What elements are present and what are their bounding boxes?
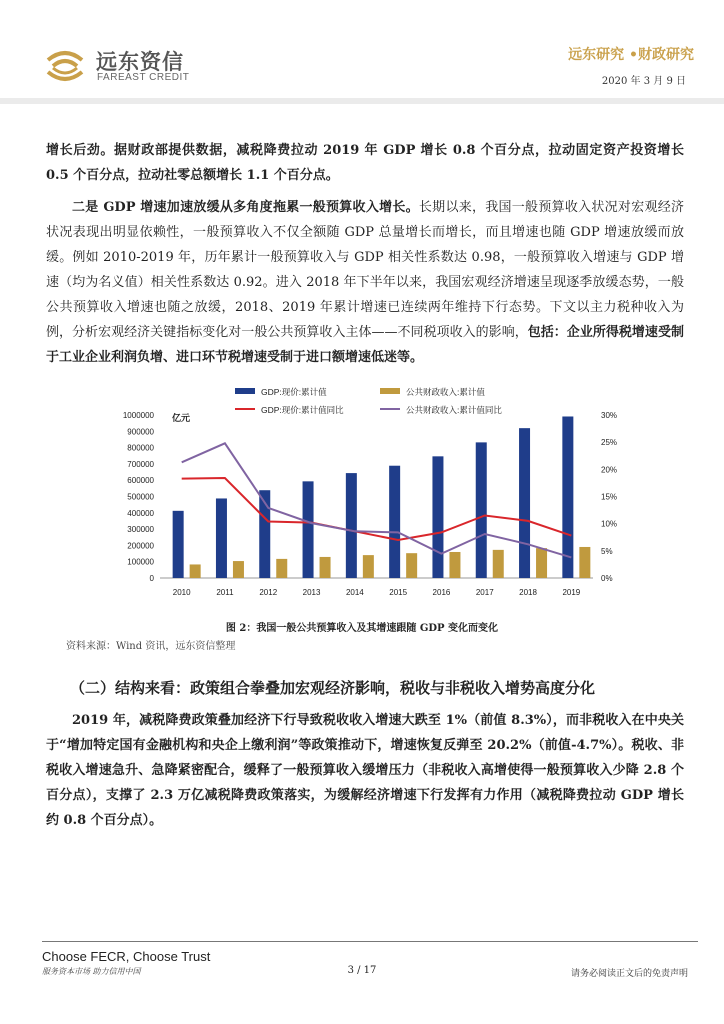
x-tick-label: 2010 <box>172 588 191 597</box>
x-tick-label: 2012 <box>259 588 278 597</box>
page-number: 3 / 17 <box>347 965 377 976</box>
report-date: 2020 年 3 月 9 日 <box>601 76 686 87</box>
left-tick-label: 800000 <box>127 443 154 453</box>
paragraph-1-text: 增长后劲。据财政部提供数据，减税降费拉动 2019 年 GDP 增长 0.8 个百分点，拉动固定资产投资增长 0.5 个百分点，拉动社零总额增长 1.1 个百分点。 <box>46 143 684 183</box>
right-tick-label: 30% <box>601 411 618 420</box>
left-tick-label: 600000 <box>127 476 154 486</box>
paragraph-2-lead: 二是 GDP 增速加速放缓从多角度拖累一般预算收入增长。 <box>72 200 419 215</box>
right-tick-label: 15% <box>601 492 618 502</box>
left-tick-label: 100000 <box>127 557 154 567</box>
x-tick-label: 2016 <box>432 588 451 597</box>
unit-label: 亿元 <box>172 413 191 423</box>
bar-gdp <box>562 416 573 578</box>
left-tick-label: 200000 <box>127 541 154 551</box>
bar-gdp <box>303 481 314 578</box>
footer-divider <box>42 941 698 942</box>
right-tick-label: 25% <box>601 438 618 448</box>
legend-label: 公共财政收入:累计值同比 <box>406 405 502 415</box>
footer-slogan: Choose FECR, Choose Trust <box>42 949 211 964</box>
brand-name-en: FAREAST CREDIT <box>97 72 190 83</box>
bar-gdp <box>346 473 357 578</box>
bar-gdp <box>389 466 400 578</box>
paragraph-1 <box>46 138 684 188</box>
x-tick-label: 2014 <box>345 588 364 597</box>
right-tick-label: 5% <box>601 546 613 556</box>
paragraph-3 <box>46 708 684 833</box>
bar-gdp <box>173 511 184 578</box>
brand-name: 远东资信 <box>96 50 184 74</box>
paragraph-2 <box>46 195 684 370</box>
x-tick-label: 2015 <box>389 588 408 597</box>
bar-fiscal-revenue <box>320 557 331 578</box>
legend-label: GDP:现价:累计值同比 <box>261 405 344 415</box>
x-tick-label: 2018 <box>519 588 537 597</box>
left-tick-label: 400000 <box>127 508 154 518</box>
bar-fiscal-revenue <box>363 555 374 578</box>
bar-fiscal-revenue <box>536 548 547 578</box>
x-tick-label: 2011 <box>216 588 234 597</box>
paragraph-2-body: 长期以来，我国一般预算收入状况对宏观经济状况表现出明显依赖性，一般预算收入不仅全额随 GDP 总量增长而增长，而且增速也随 GDP 增速放缓而放缓。例如 2010-2019 年，历年累计一般预算收入与 GDP 相关性系数达 0.98，一般预算收入增速与 GDP 增速（均为名义值）相关性系数达 0.92。进入 2018 年下半年以来，我国宏观经济增速呈现逐季放缓态势，一般公共预算收入增速也随之放缓，2018、2019 年累计增速已连续两年维持下行态势。下文以主力税种收入为例，分析宏观经济关键指标变化对一般公共预算收入主体——不同税项收入的影响， <box>46 200 684 340</box>
line-fiscal-revenue-yoy <box>182 443 572 557</box>
report-category: 远东研究 •财政研究 <box>568 47 694 63</box>
left-tick-label: 500000 <box>127 492 154 502</box>
bar-gdp <box>216 498 227 578</box>
bar-gdp <box>432 456 443 578</box>
bar-gdp <box>476 442 487 578</box>
left-tick-label: 300000 <box>127 525 154 535</box>
paragraph-3-text: 2019 年，减税降费政策叠加经济下行导致税收收入增速大跌至 1%（前值 8.3%），而非税收入在中央关于“增加特定国有金融机构和央企上缴利润”等政策推动下，增速恢复反弹至 20.2%（前值-4.7%）。税收、非税收入增速急升、急降紧密配合，缓释了一般预算收入缓增压力（非税收入高增使得一般预算收入少降 2.8 个百分点），支撑了 2.3 万亿减税降费政策落实，为缓解经济增速下行发挥有力作用（减税降费拉动 GDP 增长约 0.8 个百分点）。 <box>46 713 684 828</box>
bar-fiscal-revenue <box>449 552 460 578</box>
bar-fiscal-revenue <box>276 559 287 578</box>
x-tick-label: 2019 <box>562 588 581 597</box>
legend-swatch <box>235 388 255 394</box>
bar-fiscal-revenue <box>233 561 244 578</box>
bar-fiscal-revenue <box>493 550 504 578</box>
footer-disclaimer: 请务必阅读正文后的免责声明 <box>570 969 688 979</box>
paragraph-2-tail: 包括：企业所得税增速受制于工业企业利润负增、进口环节税增速受制于进口额增速低迷等。 <box>46 325 684 365</box>
left-tick-label: 0 <box>149 574 154 583</box>
figure-source: 资料来源：Wind 资讯，远东资信整理 <box>66 641 236 652</box>
left-tick-label: 1000000 <box>122 411 154 420</box>
legend-swatch <box>380 388 400 394</box>
figure-caption: 图 2：我国一般公共预算收入及其增速跟随 GDP 变化而变化 <box>225 623 499 634</box>
bar-fiscal-revenue <box>190 564 201 578</box>
footer-subtitle: 服务资本市场 助力信用中国 <box>42 967 141 976</box>
line-gdp-yoy <box>182 478 572 540</box>
right-tick-label: 20% <box>601 465 618 475</box>
bar-fiscal-revenue <box>579 547 590 578</box>
fareast-logo-icon <box>42 44 88 86</box>
x-tick-label: 2013 <box>302 588 321 597</box>
x-tick-label: 2017 <box>475 588 494 597</box>
bar-fiscal-revenue <box>406 553 417 578</box>
legend-label: GDP:现价:累计值 <box>261 387 327 397</box>
left-tick-label: 900000 <box>127 427 154 437</box>
left-tick-label: 700000 <box>127 459 154 469</box>
section-heading: （二）结构来看：政策组合拳叠加宏观经济影响，税收与非税收入增势高度分化 <box>70 679 596 697</box>
header-divider <box>0 98 724 104</box>
right-tick-label: 0% <box>601 574 613 583</box>
bar-gdp <box>519 428 530 578</box>
legend-label: 公共财政收入:累计值 <box>406 387 485 397</box>
right-tick-label: 10% <box>601 519 618 529</box>
gdp-fiscal-revenue-chart <box>100 385 640 605</box>
